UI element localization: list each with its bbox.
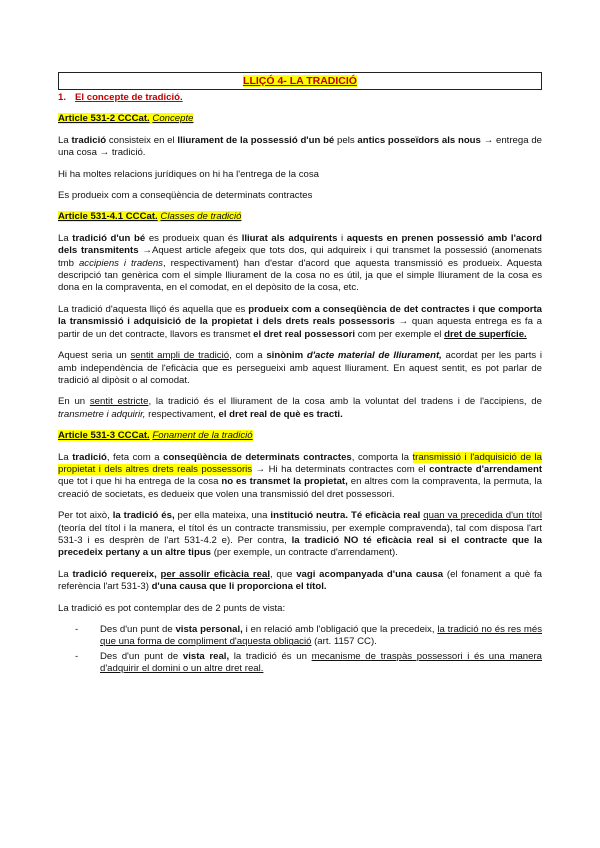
lesson-title-box bbox=[58, 72, 542, 90]
paragraph-concept: La tradició consisteix en el lliurament de la possessió d'un bé pels antics posseïdors als nous → entrega de una cosa → tradició. bbox=[58, 134, 542, 159]
viewpoints-list bbox=[58, 624, 542, 676]
article-name: Fonament de la tradició bbox=[152, 430, 253, 442]
article-code: Article 531-4.1 CCCat. bbox=[58, 211, 158, 223]
document-page bbox=[58, 72, 542, 678]
article-heading-531-2 bbox=[58, 113, 542, 125]
section-heading-1 bbox=[58, 92, 542, 104]
article-name: Classes de tradició bbox=[160, 211, 242, 223]
paragraph-strict-sense: En un sentit estricte, la tradició és el lliurament de la cosa amb la voluntat del tradens i de l'accipiens, de transmetre i adquirir, respectivament, el dret real de què es tracti. bbox=[58, 396, 542, 420]
article-code: Article 531-3 CCCat. bbox=[58, 430, 150, 442]
paragraph-broad-sense: Aquest seria un sentit ampli de tradició, com a sinònim d'acte material de lliurament, acordat per les parts i amb independència de l'eficàcia que es persegueixi amb aquest lliurament. En aquest sentit, es pot parlar de tradició al dipòsit o al comodat. bbox=[58, 350, 542, 386]
lesson-title: LLIÇÓ 4- LA TRADICIÓ bbox=[243, 75, 357, 87]
paragraph-neutral-institution: Per tot això, la tradició és, per ella mateixa, una institució neutra. Té eficàcia real quan va precedida d'un títol (teoría del títol i la manera, el títol és un contracte transmissiu, per exemple compravenda), tal com disposa l'art 531-3 i es desprèn de l'art 531-4.2 e). Per contra, la tradició NO té eficàcia real si el contracte que la precedeix pertany a un altre tipus (per exemple, un contracte d'arrendament). bbox=[58, 510, 543, 559]
list-item: - Des d'un punt de vista real, la tradició és un mecanisme de traspàs possessori i és una manera d'adquirir el domini o un altre dret real. bbox=[58, 651, 542, 676]
article-code: Article 531-2 CCCat. bbox=[58, 113, 150, 125]
article-name: Concepte bbox=[152, 113, 194, 125]
article-heading-531-4 bbox=[58, 211, 542, 223]
paragraph-contracts: Es produeix com a conseqüència de determinats contractes bbox=[58, 190, 313, 202]
paragraph-lesson-tradition: La tradició d'aquesta lliçó és aquella que es produeix com a conseqüència de det contractes i que comporta la transmissió i adquisició de la propietat i dels drets reals possessoris → quan aquesta entrega es fa a partir de un det contracte, llavors es transmet el dret real possessori com per exemple el dret de superfície. bbox=[58, 303, 542, 340]
paragraph-classes: La tradició d'un bé es produeix quan és lliurat als adquirents i aquests en prenen possessió amb l'acord dels transmitents →Aquest article afegeix que tots dos, qui adquireix i qui transmet la possessió (anomenats tmb accipiens i tradens, respectivament) han d'estar d'acord que aquesta transmissió es produeix. Aquesta descripció tan genèrica com el simple lliurament de la cosa no es útil, ja que el simple lliurament de la cosa es dona en la compraventa, en el comodat, en el depòsito de la cosa, etc. bbox=[58, 232, 542, 294]
section-title: El concepte de tradició. bbox=[75, 92, 183, 103]
article-heading-531-3 bbox=[58, 430, 542, 442]
list-item: - Des d'un punt de vista personal, i en relació amb l'obligació que la precedeix, la tradició no és res més que una forma de compliment d'aquesta obligació (art. 1157 CC). bbox=[58, 624, 542, 649]
paragraph-viewpoints: La tradició es pot contemplar des de 2 punts de vista: bbox=[58, 602, 286, 614]
paragraph-requirement: La tradició requereix, per assolir eficàcia real, que vagi acompanyada d'una causa (el fonament a què fa referència l'art 531-3) d'una causa que li proporciona el títol. bbox=[58, 568, 542, 593]
paragraph-relations: Hi ha moltes relacions jurídiques on hi ha l'entrega de la cosa bbox=[58, 168, 320, 180]
paragraph-foundation: La tradició, feta com a conseqüència de determinats contractes, comporta la transmissió i l'adquisició de la propietat i dels altres drets reals possessoris → Hi ha determinats contractes com el contracte d'arrendament que tot i que hi ha entrega de la cosa no es transmet la propietat, en altres com la compraventa, la permuta, la creació de societats, es dedueix que volen una transmissió del dret possessori. bbox=[58, 451, 543, 500]
section-number: 1. bbox=[58, 92, 67, 103]
